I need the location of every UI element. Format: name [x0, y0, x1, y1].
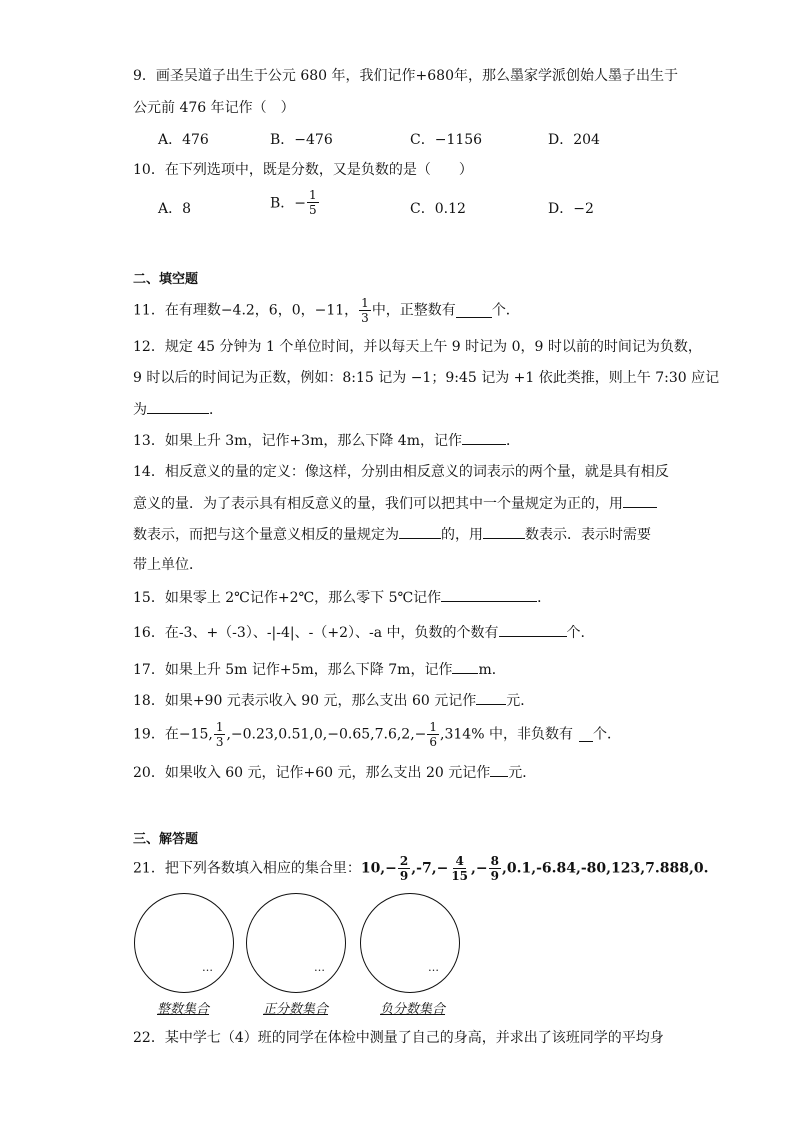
- q13-end: ．: [506, 433, 520, 449]
- ellipsis: …: [314, 961, 325, 974]
- fraction-numerator: 8: [490, 854, 499, 868]
- fraction-denominator: 3: [215, 735, 224, 749]
- q21-n4: ,0.1,-6.84,-80,123,7.888,0.: [501, 860, 709, 877]
- q17-end: m．: [478, 662, 506, 678]
- q14-line3: [133, 524, 651, 545]
- integer-set-circle[interactable]: [134, 893, 234, 993]
- q9-option-d: D．204: [548, 132, 600, 148]
- section-2-heading: 二、填空题: [133, 272, 199, 287]
- q15-end: ．: [537, 590, 552, 606]
- q13-text: 13．如果上升 3m，记作+3m，那么下降 4m，记作: [133, 433, 462, 449]
- q9-option-a: A．476: [158, 132, 209, 148]
- q9-option-b: B．−476: [270, 132, 333, 148]
- q21-n3: ,−: [471, 860, 488, 877]
- q20-text: 20．如果收入 60 元，记作+60 元，那么支出 20 元记作: [133, 765, 491, 781]
- fraction-numerator: 1: [309, 188, 317, 202]
- q13: [133, 430, 520, 451]
- fraction-denominator: 6: [429, 735, 438, 749]
- fraction-numerator: 1: [429, 720, 438, 734]
- q11-pre: 11．在有理数−4.2，6，0，−11，: [133, 302, 359, 319]
- q10-option-d: D．−2: [548, 201, 594, 217]
- q10-option-b-prefix: B．−: [270, 195, 307, 212]
- fraction-denominator: 3: [361, 311, 369, 325]
- negative-fraction-set-label: 负分数集合: [380, 1002, 446, 1017]
- q16: [133, 622, 585, 643]
- q14-line3-b: 的，用: [441, 527, 483, 543]
- q21-fraction-2: [449, 854, 470, 883]
- q19-c: ,314% 中，非负数有: [440, 726, 573, 743]
- q14-line3-c: 数表示．表示时需要: [525, 527, 651, 543]
- q12-line3: [133, 399, 223, 420]
- q11-fraction: [359, 296, 371, 325]
- fraction-numerator: 1: [215, 720, 224, 734]
- q14-line3-a: 数表示，而把与这个量意义相反的量规定为: [133, 527, 399, 543]
- q17: [133, 659, 506, 680]
- q16-text: 16．在-3、+（-3）、-|-4|、-（+2）、-a 中，负数的个数有: [133, 625, 499, 641]
- integer-set-label: 整数集合: [157, 1002, 210, 1017]
- ellipsis: …: [428, 961, 439, 974]
- q10-text: 10．在下列选项中，既是分数，又是负数的是（ ）: [133, 162, 473, 178]
- section-3-heading: 三、解答题: [133, 832, 199, 847]
- fraction-numerator: 2: [399, 854, 409, 868]
- q15-text: 15．如果零上 2℃记作+2℃，那么零下 5℃记作: [133, 590, 442, 606]
- q21-fraction-1: [398, 854, 410, 883]
- q12-line3-suffix: ．: [209, 402, 223, 418]
- fraction-numerator: 4: [455, 854, 464, 868]
- q12-line1: 12．规定 45 分钟为 1 个单位时间，并以每天上午 9 时记为 0，9 时以前的时间记为负数，: [133, 339, 702, 355]
- fraction-denominator: 9: [399, 869, 409, 883]
- negative-fraction-set-circle[interactable]: [360, 893, 460, 993]
- answer-blank[interactable]: [462, 430, 506, 445]
- q14-line4: 带上单位．: [133, 557, 203, 573]
- answer-blank[interactable]: [623, 493, 657, 508]
- q12-line3-prefix: 为: [133, 402, 147, 418]
- q9-line1: 9．画圣吴道子出生于公元 680 年，我们记作+680年，那么墨家学派创始人墨子出生于: [133, 68, 678, 84]
- q15: [133, 587, 551, 608]
- answer-blank[interactable]: [499, 622, 567, 637]
- q19-fraction-1: [214, 720, 226, 749]
- fraction-denominator: 9: [490, 869, 499, 883]
- answer-blank[interactable]: [476, 690, 506, 705]
- fraction-denominator: 15: [451, 869, 469, 883]
- q21-n2: ,-7,−: [411, 860, 449, 877]
- q21-fraction-3: [489, 854, 501, 883]
- answer-blank[interactable]: [490, 762, 508, 777]
- q9-line2: 公元前 476 年记作（ ）: [133, 100, 295, 116]
- q22-line1: 22．某中学七（4）班的同学在体检中测量了自己的身高，并求出了该班同学的平均身: [133, 1030, 664, 1046]
- q21-n1: 10,−: [360, 860, 397, 877]
- fraction-denominator: 5: [309, 203, 317, 217]
- ellipsis: …: [202, 961, 213, 974]
- q20: [133, 762, 536, 783]
- answer-blank[interactable]: [579, 727, 593, 742]
- q19-d: 个．: [592, 726, 621, 743]
- q18-text: 18．如果+90 元表示收入 90 元，那么支出 60 元记作: [133, 693, 477, 709]
- answer-blank[interactable]: [399, 524, 441, 539]
- q11-post2: 个．: [491, 302, 520, 319]
- q19-b: ,−0.23,0.51,0,−0.65,7.6,2,−: [226, 726, 427, 743]
- q11-post1: 中，正整数有: [371, 302, 456, 319]
- q18: [133, 690, 534, 711]
- q14-line1: 14．相反意义的量的定义：像这样，分别由相反意义的词表示的两个量，就是具有相反: [133, 464, 669, 480]
- positive-fraction-set-label: 正分数集合: [263, 1002, 329, 1017]
- answer-blank[interactable]: [147, 399, 209, 414]
- q14-line2: [133, 493, 657, 514]
- q12-line2: 9 时以后的时间记为正数，例如：8:15 记为 −1；9:45 记为 +1 依此类推，则上午 7:30 应记: [133, 370, 720, 386]
- q14-line2-text: 意义的量．为了表示具有相反意义的量，我们可以把其中一个量规定为正的，用: [133, 496, 623, 512]
- answer-blank[interactable]: [483, 524, 525, 539]
- q18-end: 元．: [506, 693, 535, 709]
- q9-option-c: C．−1156: [410, 132, 483, 148]
- q19-fraction-2: [427, 720, 439, 749]
- answer-blank[interactable]: [456, 303, 492, 318]
- q10-option-b: [270, 188, 320, 217]
- q10-option-c: C．0.12: [410, 201, 466, 217]
- answer-blank[interactable]: [441, 587, 537, 602]
- q21-pre: 21．把下列各数填入相应的集合里：: [133, 860, 361, 877]
- fraction-numerator: 1: [361, 296, 369, 310]
- q19: [133, 720, 621, 749]
- q16-end: 个.: [566, 625, 585, 641]
- q20-end: 元．: [508, 765, 537, 781]
- q11: [133, 296, 520, 325]
- positive-fraction-set-circle[interactable]: [246, 893, 346, 993]
- q10-option-b-fraction: [307, 188, 319, 217]
- q19-a: 19．在−15,: [133, 726, 213, 743]
- answer-blank[interactable]: [452, 659, 478, 674]
- q10-option-a: A．8: [158, 201, 192, 217]
- q21: [133, 854, 708, 883]
- q17-text: 17．如果上升 5m 记作+5m，那么下降 7m，记作: [133, 662, 453, 678]
